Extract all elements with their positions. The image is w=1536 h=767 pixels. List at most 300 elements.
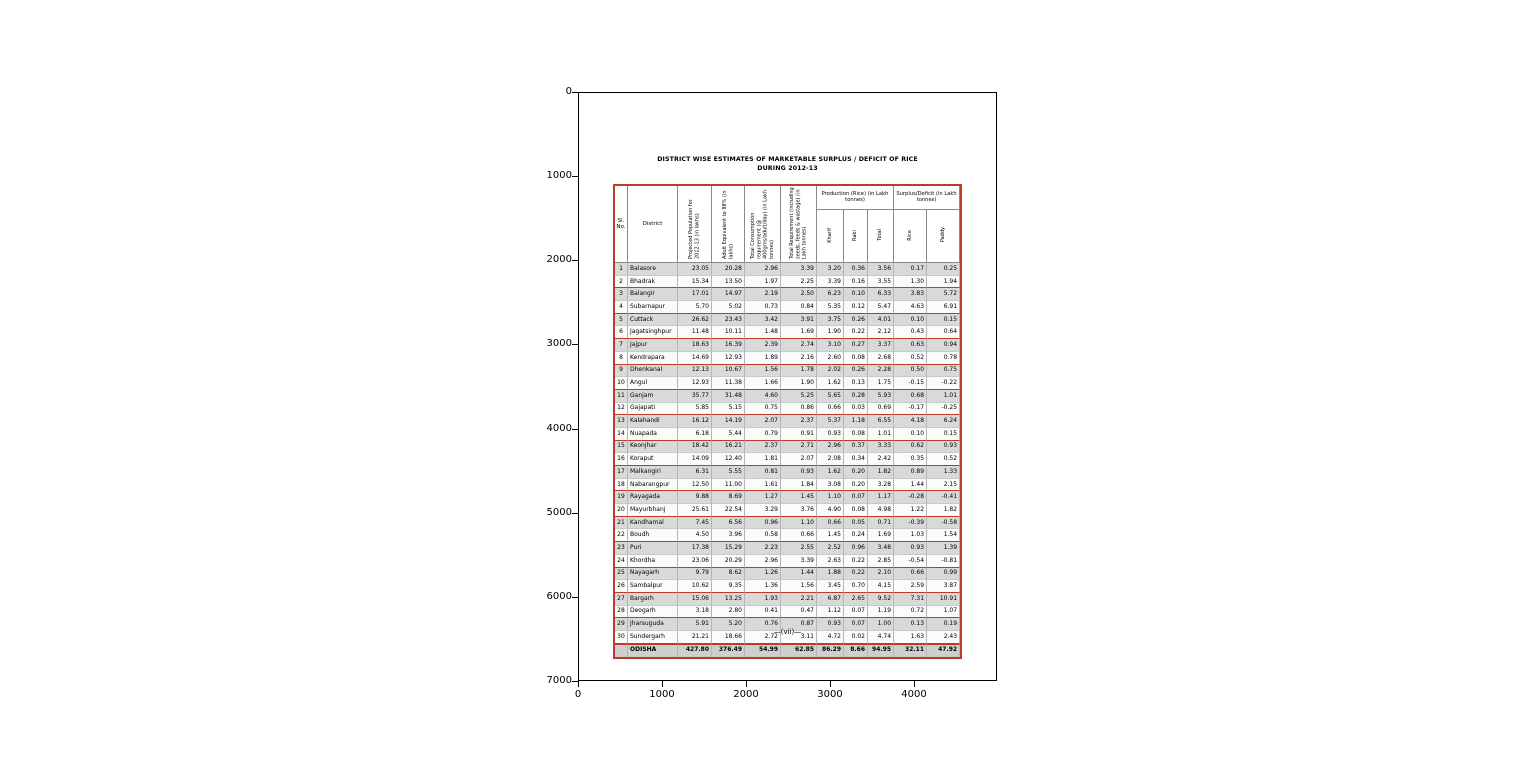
value-cell: 0.07 [844, 606, 868, 619]
value-cell: 0.96 [844, 542, 868, 555]
value-cell: 9.35 [712, 580, 745, 593]
value-cell: 0.27 [844, 339, 868, 352]
value-cell: 0.66 [817, 517, 844, 530]
value-cell: 1.44 [894, 479, 927, 492]
page-footer-mark [579, 628, 996, 636]
value-cell: 1.00 [868, 618, 894, 631]
value-cell: 15.29 [712, 542, 745, 555]
district-name-cell: Ganjam [628, 390, 678, 403]
value-cell: 1.89 [745, 352, 781, 365]
value-cell: 18.66 [712, 631, 745, 644]
table-row [615, 555, 960, 568]
value-cell: 0.12 [844, 301, 868, 314]
x-tick-label: 4000 [901, 689, 927, 700]
value-cell: 21.21 [678, 631, 712, 644]
value-cell: 29 [615, 618, 628, 631]
value-cell: 4.18 [894, 415, 927, 428]
value-cell: 5.72 [927, 288, 960, 301]
table-row [615, 428, 960, 441]
value-cell: 1.48 [745, 326, 781, 339]
value-cell: 0.76 [745, 618, 781, 631]
value-cell: 0.52 [927, 453, 960, 466]
value-cell: 3.29 [745, 504, 781, 517]
value-cell: 1.07 [927, 606, 960, 619]
value-cell: 5.47 [868, 301, 894, 314]
value-cell: -0.41 [927, 491, 960, 504]
value-cell: 0.69 [868, 403, 894, 416]
value-cell: 0.75 [927, 365, 960, 378]
value-cell: 5.37 [817, 415, 844, 428]
value-cell: 0.10 [894, 314, 927, 327]
value-cell: 9.88 [678, 491, 712, 504]
value-cell: 1.10 [781, 517, 817, 530]
value-cell: 0.03 [844, 403, 868, 416]
value-cell: 6.91 [927, 301, 960, 314]
document-title-line2: DURING 2012-13 [757, 165, 818, 173]
value-cell: 0.37 [844, 441, 868, 454]
value-cell: 15.06 [678, 593, 712, 606]
value-cell: 12.93 [678, 377, 712, 390]
value-cell: 2.02 [817, 365, 844, 378]
value-cell: 26 [615, 580, 628, 593]
col-header-rabi-label: Rabi [852, 229, 859, 241]
value-cell: 0.87 [781, 618, 817, 631]
district-name-cell: Dhenkanal [628, 365, 678, 378]
value-cell: 23 [615, 542, 628, 555]
value-cell: 94.95 [868, 644, 894, 658]
table-row [615, 415, 960, 428]
col-header-paddy-label: Paddy [939, 227, 946, 243]
value-cell: 0.91 [781, 428, 817, 441]
value-cell: 0.07 [844, 618, 868, 631]
value-cell: 3.45 [817, 580, 844, 593]
value-cell: 3.55 [868, 276, 894, 289]
value-cell: 14 [615, 428, 628, 441]
value-cell: 1.69 [781, 326, 817, 339]
value-cell: 0.78 [927, 352, 960, 365]
value-cell: 14.69 [678, 352, 712, 365]
col-header-projected-population-label: Projected Population for 2012-13 (in lakhs) [688, 199, 701, 259]
value-cell: 16.21 [712, 441, 745, 454]
value-cell: 20 [615, 504, 628, 517]
value-cell: 3.91 [781, 314, 817, 327]
value-cell: 5.70 [678, 301, 712, 314]
district-name-cell: Sambalpur [628, 580, 678, 593]
value-cell: 3.76 [781, 504, 817, 517]
value-cell: 12.93 [712, 352, 745, 365]
col-header-rice-label: Rice [906, 229, 913, 241]
value-cell: 54.99 [745, 644, 781, 658]
district-name-cell: Kandhamal [628, 517, 678, 530]
district-name-cell: Balasore [628, 263, 678, 276]
y-tick-label: 1000 [546, 170, 572, 182]
col-header-total [868, 210, 894, 263]
value-cell: 4.72 [817, 631, 844, 644]
y-tick-label: 2000 [546, 254, 572, 266]
table-row [615, 466, 960, 479]
value-cell: 1.12 [817, 606, 844, 619]
value-cell: 0.35 [894, 453, 927, 466]
value-cell: 11.48 [678, 326, 712, 339]
col-header-rice [894, 210, 927, 263]
value-cell: 0.58 [745, 529, 781, 542]
document-title-line1: DISTRICT WISE ESTIMATES OF MARKETABLE SURPLUS / DEFICIT OF RICE [657, 156, 918, 163]
value-cell: 4.01 [868, 314, 894, 327]
value-cell: 1.17 [868, 491, 894, 504]
value-cell: 0.20 [844, 479, 868, 492]
table-body [615, 263, 960, 644]
value-cell: 2.23 [745, 542, 781, 555]
value-cell: 1.82 [868, 466, 894, 479]
value-cell: 4.63 [894, 301, 927, 314]
value-cell: 0.19 [927, 618, 960, 631]
col-header-kharif-label: Kharif [826, 227, 833, 243]
col-header-total-consumption-label: Total Consumption requirement (@ 400gms/adult/day) (in Lakh tonnes) [750, 189, 775, 259]
value-cell: 0.08 [844, 504, 868, 517]
value-cell: 2.37 [745, 441, 781, 454]
value-cell: 0.79 [745, 428, 781, 441]
value-cell: 15.34 [678, 276, 712, 289]
y-tick-label: 6000 [546, 590, 572, 602]
value-cell: 1.75 [868, 377, 894, 390]
value-cell: 0.25 [927, 263, 960, 276]
x-tick-label: 3000 [817, 689, 843, 700]
value-cell: 3.48 [868, 542, 894, 555]
value-cell: 1.26 [745, 568, 781, 581]
value-cell: -0.25 [927, 403, 960, 416]
value-cell [615, 644, 628, 658]
value-cell: 3.96 [712, 529, 745, 542]
value-cell: 0.89 [894, 466, 927, 479]
value-cell: 31.48 [712, 390, 745, 403]
col-group-surplus-deficit-label: Surplus/Deficit (in Lakh tonnes) [896, 190, 957, 203]
value-cell: 3.10 [817, 339, 844, 352]
value-cell: 5.93 [868, 390, 894, 403]
value-cell: 17 [615, 466, 628, 479]
value-cell: 3.37 [868, 339, 894, 352]
value-cell: 1.44 [781, 568, 817, 581]
district-name-cell: Gajapati [628, 403, 678, 416]
x-tick-mark [914, 681, 915, 687]
value-cell: 7 [615, 339, 628, 352]
value-cell: 0.68 [894, 390, 927, 403]
value-cell: 8.62 [712, 568, 745, 581]
col-header-total-requirement-label: Total Requirement (including seeds, feeds & wastage) (in Lakh tonnes) [789, 187, 808, 259]
value-cell: 2.16 [781, 352, 817, 365]
value-cell: -0.58 [927, 517, 960, 530]
value-cell: 4 [615, 301, 628, 314]
value-cell: 3.20 [817, 263, 844, 276]
value-cell: 5.35 [817, 301, 844, 314]
value-cell: 0.22 [844, 326, 868, 339]
value-cell: 35.77 [678, 390, 712, 403]
value-cell: 2.08 [817, 453, 844, 466]
value-cell: 23.43 [712, 314, 745, 327]
value-cell: 376.49 [712, 644, 745, 658]
y-tick-label: 4000 [546, 422, 572, 434]
value-cell: 13.25 [712, 593, 745, 606]
table-row [615, 288, 960, 301]
value-cell: 2.60 [817, 352, 844, 365]
value-cell: 12.40 [712, 453, 745, 466]
value-cell: 5.15 [712, 403, 745, 416]
value-cell: -0.15 [894, 377, 927, 390]
col-header-paddy [927, 210, 960, 263]
value-cell: 4.60 [745, 390, 781, 403]
value-cell: 30 [615, 631, 628, 644]
value-cell: 0.13 [894, 618, 927, 631]
table-row [615, 517, 960, 530]
value-cell: 0.93 [894, 542, 927, 555]
value-cell: 0.73 [745, 301, 781, 314]
x-tick-mark [746, 681, 747, 687]
value-cell: 5.44 [712, 428, 745, 441]
value-cell: 1.66 [745, 377, 781, 390]
value-cell: 16.39 [712, 339, 745, 352]
value-cell: 2.68 [868, 352, 894, 365]
value-cell: 1.45 [817, 529, 844, 542]
value-cell: 0.16 [844, 276, 868, 289]
col-header-district-label: District [642, 220, 663, 227]
value-cell: 18 [615, 479, 628, 492]
value-cell: 3.08 [817, 479, 844, 492]
value-cell: 10 [615, 377, 628, 390]
value-cell: 25.61 [678, 504, 712, 517]
value-cell: 0.15 [927, 428, 960, 441]
x-tick-mark [662, 681, 663, 687]
district-name-cell: Subarnapur [628, 301, 678, 314]
value-cell: 1.84 [781, 479, 817, 492]
value-cell: 0.08 [844, 428, 868, 441]
value-cell: 17.01 [678, 288, 712, 301]
value-cell: 0.15 [927, 314, 960, 327]
value-cell: 0.70 [844, 580, 868, 593]
value-cell: 2.96 [745, 555, 781, 568]
district-name-cell: Puri [628, 542, 678, 555]
value-cell: 5 [615, 314, 628, 327]
table-row [615, 568, 960, 581]
value-cell: 0.94 [927, 339, 960, 352]
value-cell: 0.66 [817, 403, 844, 416]
value-cell: 1 [615, 263, 628, 276]
value-cell: 1.18 [844, 415, 868, 428]
value-cell: 62.85 [781, 644, 817, 658]
table-row [615, 326, 960, 339]
value-cell: 8 [615, 352, 628, 365]
value-cell: 28 [615, 606, 628, 619]
value-cell: 1.90 [817, 326, 844, 339]
value-cell: -0.28 [894, 491, 927, 504]
value-cell: 1.22 [894, 504, 927, 517]
table-row [615, 365, 960, 378]
value-cell: 1.94 [927, 276, 960, 289]
value-cell: 2.72 [745, 631, 781, 644]
value-cell: 0.26 [844, 314, 868, 327]
district-name-cell: Deogarh [628, 606, 678, 619]
value-cell: 1.90 [781, 377, 817, 390]
x-tick-label: 1000 [649, 689, 675, 700]
value-cell: 16 [615, 453, 628, 466]
table-row [615, 580, 960, 593]
value-cell: 2.39 [745, 339, 781, 352]
value-cell: 6 [615, 326, 628, 339]
value-cell: 0.22 [844, 555, 868, 568]
value-cell: 1.36 [745, 580, 781, 593]
col-header-adult-equivalent-label: Adult Equivalent to 88% (in lakhs) [721, 190, 734, 259]
value-cell: 23.06 [678, 555, 712, 568]
total-row [615, 644, 960, 658]
district-name-cell: Nabarangpur [628, 479, 678, 492]
value-cell: 21 [615, 517, 628, 530]
value-cell: 5.55 [712, 466, 745, 479]
value-cell: 1.78 [781, 365, 817, 378]
district-name-cell: ODISHA [628, 644, 678, 658]
value-cell: 3.33 [868, 441, 894, 454]
value-cell: 3.28 [868, 479, 894, 492]
value-cell: 0.93 [817, 618, 844, 631]
value-cell: 0.86 [781, 403, 817, 416]
value-cell: 1.03 [894, 529, 927, 542]
col-header-total-requirement [781, 186, 817, 263]
district-name-cell: Bhadrak [628, 276, 678, 289]
value-cell: 2 [615, 276, 628, 289]
district-name-cell: Jajpur [628, 339, 678, 352]
value-cell: 0.34 [844, 453, 868, 466]
value-cell: 0.66 [894, 568, 927, 581]
district-name-cell: Kendrapara [628, 352, 678, 365]
value-cell: 14.19 [712, 415, 745, 428]
table-row [615, 377, 960, 390]
col-header-kharif [817, 210, 844, 263]
district-name-cell: Jharsuguda [628, 618, 678, 631]
value-cell: 6.23 [817, 288, 844, 301]
value-cell: 4.98 [868, 504, 894, 517]
value-cell: 0.62 [894, 441, 927, 454]
col-group-production-label: Production (Rice) (in Lakh tonnes) [821, 190, 889, 203]
value-cell: 1.82 [927, 504, 960, 517]
document-title [579, 155, 996, 174]
table-row [615, 491, 960, 504]
district-name-cell: Khordha [628, 555, 678, 568]
value-cell: 14.97 [712, 288, 745, 301]
district-name-cell: Sundergarh [628, 631, 678, 644]
value-cell: 4.15 [868, 580, 894, 593]
value-cell: 2.12 [868, 326, 894, 339]
value-cell: 18.63 [678, 339, 712, 352]
value-cell: 1.01 [927, 390, 960, 403]
value-cell: 9.79 [678, 568, 712, 581]
value-cell: 2.52 [817, 542, 844, 555]
col-header-total-consumption [745, 186, 781, 263]
value-cell: 1.01 [868, 428, 894, 441]
value-cell: 25 [615, 568, 628, 581]
table-row [615, 529, 960, 542]
value-cell: 6.24 [927, 415, 960, 428]
value-cell: 2.85 [868, 555, 894, 568]
value-cell: 0.75 [745, 403, 781, 416]
value-cell: 26.62 [678, 314, 712, 327]
value-cell: 0.96 [745, 517, 781, 530]
table-row [615, 339, 960, 352]
y-tick-label: 5000 [546, 506, 572, 518]
value-cell: 3.83 [894, 288, 927, 301]
district-name-cell: Keonjhar [628, 441, 678, 454]
value-cell: 1.39 [927, 542, 960, 555]
value-cell: 2.65 [844, 593, 868, 606]
value-cell: 1.56 [781, 580, 817, 593]
value-cell: 0.71 [868, 517, 894, 530]
value-cell: 2.42 [868, 453, 894, 466]
value-cell: 17.38 [678, 542, 712, 555]
value-cell: 2.55 [781, 542, 817, 555]
value-cell: 0.36 [844, 263, 868, 276]
value-cell: 2.37 [781, 415, 817, 428]
value-cell: 1.61 [745, 479, 781, 492]
rice-table [613, 184, 962, 659]
x-tick-mark [578, 681, 579, 687]
value-cell: 22 [615, 529, 628, 542]
table-total [615, 644, 960, 658]
value-cell: 8.66 [844, 644, 868, 658]
value-cell: 13 [615, 415, 628, 428]
value-cell: 16.12 [678, 415, 712, 428]
value-cell: 27 [615, 593, 628, 606]
district-name-cell: Malkangiri [628, 466, 678, 479]
value-cell: 0.22 [844, 568, 868, 581]
value-cell: 5.85 [678, 403, 712, 416]
value-cell: 0.08 [844, 352, 868, 365]
value-cell: 0.99 [927, 568, 960, 581]
value-cell: 2.10 [868, 568, 894, 581]
y-tick-label: 0 [565, 86, 572, 97]
value-cell: 2.50 [781, 288, 817, 301]
value-cell: 1.56 [745, 365, 781, 378]
value-cell: 0.52 [894, 352, 927, 365]
value-cell: 6.18 [678, 428, 712, 441]
value-cell: 3.42 [745, 314, 781, 327]
value-cell: 0.93 [781, 466, 817, 479]
x-tick-label: 0 [574, 689, 582, 700]
table-row [615, 441, 960, 454]
value-cell: 12 [615, 403, 628, 416]
value-cell: 4.50 [678, 529, 712, 542]
value-cell: 0.64 [927, 326, 960, 339]
value-cell: 0.72 [894, 606, 927, 619]
table-header [615, 186, 960, 263]
value-cell: 1.62 [817, 377, 844, 390]
table-row [615, 263, 960, 276]
district-name-cell: Cuttack [628, 314, 678, 327]
value-cell: 3.75 [817, 314, 844, 327]
value-cell: 10.11 [712, 326, 745, 339]
value-cell: 2.74 [781, 339, 817, 352]
value-cell: 3.39 [817, 276, 844, 289]
value-cell: 15 [615, 441, 628, 454]
value-cell: 5.65 [817, 390, 844, 403]
value-cell: 86.29 [817, 644, 844, 658]
value-cell: 47.92 [927, 644, 960, 658]
table-row [615, 403, 960, 416]
value-cell: 13.50 [712, 276, 745, 289]
col-header-district [628, 186, 678, 263]
value-cell: 0.93 [927, 441, 960, 454]
value-cell: 0.66 [781, 529, 817, 542]
value-cell: 427.80 [678, 644, 712, 658]
district-name-cell: Rayagada [628, 491, 678, 504]
value-cell: 0.05 [844, 517, 868, 530]
value-cell: 20.28 [712, 263, 745, 276]
value-cell: 2.96 [745, 263, 781, 276]
